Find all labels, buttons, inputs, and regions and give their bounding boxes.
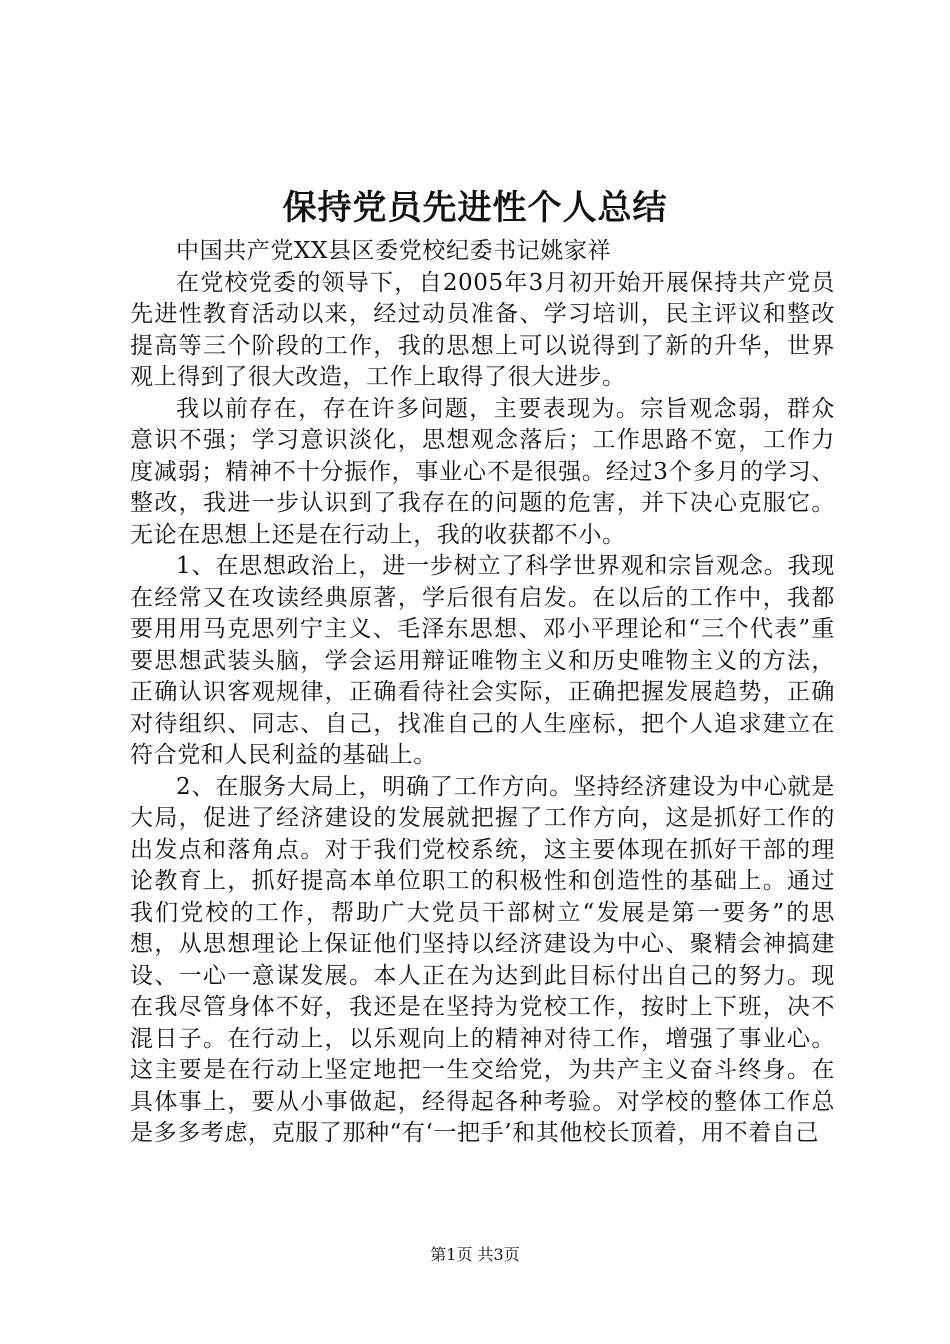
paragraph-point-2: 2、在服务大局上，明确了工作方向。坚持经济建设为中心就是大局，促进了经济建设的发展就把握了工作方向，这是抓好工作的出发点和落角点。对于我们党校系统，这主要体现在抓好干部的理论教育上，抓好提高本单位职工的积极性和创造性的基础上。通过我们党校的工作，帮助广大党员干部树立“发展是第一要务”的思想，从思想理论上保证他们坚持以经济建设为中心、聚精会神搞建设、一心一意谋发展。本人正在为达到此目标付出自己的努力。现在我尽管身体不好，我还是在坚持为党校工作，按时上下班，决不混日子。在行动上，以乐观向上的精神对待工作，增强了事业心。这主要是在行动上坚定地把一生交给党，为共产主义奋斗终身。在具体事上，要从小事做起，经得起各种考验。对学校的整体工作总是多多考虑，克服了那种“有‘一把手’和其他校长顶着，用不着自己 bbox=[130, 773, 835, 1146]
paragraph-intro: 在党校党委的领导下，自2005年3月初开始开展保持共产党员先进性教育活动以来，经过动员准备、学习培训，民主评议和整改提高等三个阶段的工作，我的思想上可以说得到了新的升华，世界观上得到了很大改造，工作上取得了很大进步。 bbox=[130, 269, 835, 390]
paragraph-point-1: 1、在思想政治上，进一步树立了科学世界观和宗旨观念。我现在经常又在攻读经典原著，学后很有启发。在以后的工作中，我都要用用马克思列宁主义、毛泽东思想、邓小平理论和“三个代表”重要思想武装头脑，学会运用辩证唯物主义和历史唯物主义的方法，正确认识客观规律，正确看待社会实际，正确把握发展趋势，正确对待组织、同志、自己，找准自己的人生座标，把个人追求建立在符合党和人民利益的基础上。 bbox=[130, 553, 835, 768]
page-footer: 第1页 共3页 bbox=[430, 1245, 520, 1264]
document-body bbox=[130, 236, 835, 1150]
document-title: 保持党员先进性个人总结 bbox=[282, 188, 668, 228]
author-line: 中国共产党XX县区委党校纪委书记姚家祥 bbox=[176, 238, 612, 264]
paragraph-problems: 我以前存在，存在许多问题，主要表现为。宗旨观念弱，群众意识不强；学习意识淡化，思想观念落后；工作思路不宽，工作力度减弱；精神不十分振作，事业心不是很强。经过3个多月的学习、整改，我进一步认识到了我存在的问题的危害，并下决心克服它。无论在思想上还是在行动上，我的收获都不小。 bbox=[130, 395, 835, 548]
